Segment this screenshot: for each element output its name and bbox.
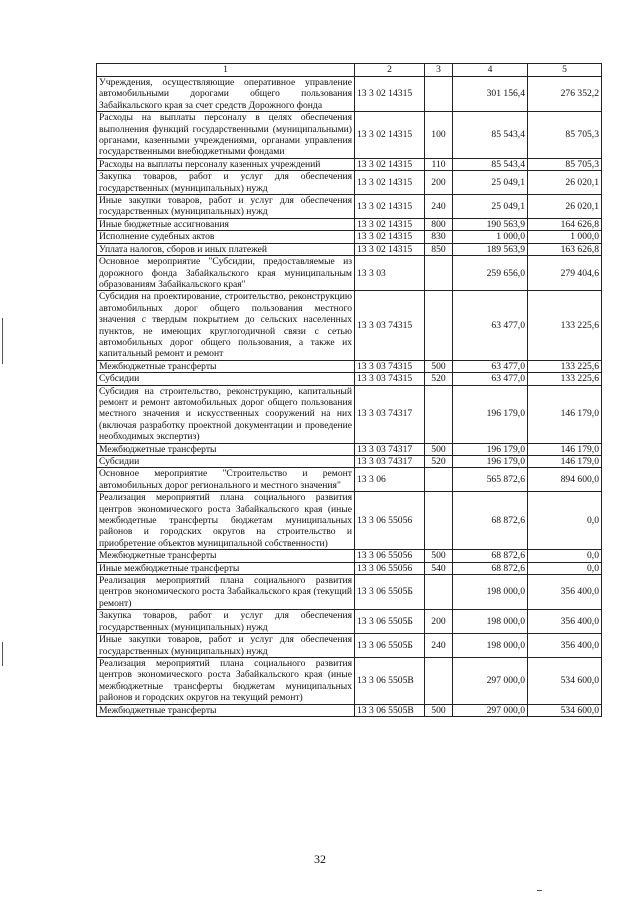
row-expense-type: 500 xyxy=(425,443,453,455)
row-name: Исполнение судебных актов xyxy=(97,231,355,243)
row-value-col4: 198 000,0 xyxy=(453,610,528,634)
row-code: 13 3 02 14315 xyxy=(355,158,425,170)
row-code: 13 3 06 5505Б xyxy=(355,610,425,634)
table-row xyxy=(97,231,602,243)
row-value-col4: 25 049,1 xyxy=(453,171,528,195)
row-value-col5: 894 600,0 xyxy=(528,468,602,492)
table-row xyxy=(97,562,602,574)
row-value-col5: 85 705,3 xyxy=(528,112,602,159)
row-value-col4: 63 477,0 xyxy=(453,291,528,360)
row-name: Субсидия на строительство, реконструкцию, капитальный ремонт и ремонт автомобильных дорог общего пользования местного значения и искусственных сооружений на них (включая разработку проектной документации и проведение необходимых экспертиз) xyxy=(97,385,355,443)
table-row xyxy=(97,112,602,159)
row-code: 13 3 02 14315 xyxy=(355,112,425,159)
row-expense-type: 500 xyxy=(425,550,453,562)
row-expense-type: 520 xyxy=(425,456,453,468)
row-value-col5: 133 225,6 xyxy=(528,373,602,385)
row-code: 13 3 06 5505Б xyxy=(355,575,425,610)
row-value-col5: 164 626,8 xyxy=(528,218,602,230)
row-expense-type xyxy=(425,492,453,550)
row-value-col4: 196 179,0 xyxy=(453,456,528,468)
row-value-col5: 133 225,6 xyxy=(528,360,602,372)
row-name: Реализация мероприятий плана социального развития центров экономического роста Забайкальского края (текущий ремонт) xyxy=(97,575,355,610)
row-expense-type xyxy=(425,77,453,112)
row-value-col5: 133 225,6 xyxy=(528,291,602,360)
row-expense-type xyxy=(425,385,453,443)
row-value-col4: 198 000,0 xyxy=(453,634,528,658)
row-name: Основное мероприятие "Субсидии, предоставляемые из дорожного фонда Забайкальского края муниципальным образованиям Забайкальского края" xyxy=(97,256,355,291)
row-value-col4: 25 049,1 xyxy=(453,195,528,219)
row-code: 13 3 06 5505Б xyxy=(355,634,425,658)
header-col-5: 5 xyxy=(528,64,602,77)
row-value-col4: 196 179,0 xyxy=(453,443,528,455)
row-expense-type: 500 xyxy=(425,704,453,716)
header-col-2: 2 xyxy=(355,64,425,77)
row-code: 13 3 06 5505В xyxy=(355,657,425,704)
header-col-4: 4 xyxy=(453,64,528,77)
row-value-col4: 189 563,9 xyxy=(453,243,528,255)
row-value-col4: 85 543,4 xyxy=(453,112,528,159)
row-name: Закупка товаров, работ и услуг для обеспечения государственных (муниципальных) нужд xyxy=(97,610,355,634)
table-row xyxy=(97,575,602,610)
row-code: 13 3 02 14315 xyxy=(355,77,425,112)
row-name: Реализация мероприятий плана социального развития центров экономического роста Забайкальского края (иные межбюдетные трансферты бюджетам муниципальных районов и городских округов на строительство и приобретение объектов муниципальной собственности) xyxy=(97,492,355,550)
row-expense-type: 200 xyxy=(425,171,453,195)
row-code: 13 3 02 14315 xyxy=(355,243,425,255)
row-value-col5: 534 600,0 xyxy=(528,704,602,716)
row-value-col4: 63 477,0 xyxy=(453,373,528,385)
row-value-col4: 196 179,0 xyxy=(453,385,528,443)
row-value-col5: 356 400,0 xyxy=(528,575,602,610)
row-code: 13 3 02 14315 xyxy=(355,195,425,219)
row-code: 13 3 06 55056 xyxy=(355,550,425,562)
row-value-col5: 146 179,0 xyxy=(528,385,602,443)
table-row xyxy=(97,256,602,291)
row-expense-type xyxy=(425,291,453,360)
row-value-col5: 356 400,0 xyxy=(528,610,602,634)
row-name: Межбюджетные трансферты xyxy=(97,550,355,562)
table-row xyxy=(97,443,602,455)
row-name: Субсидии xyxy=(97,373,355,385)
table-row xyxy=(97,634,602,658)
row-value-col5: 85 705,3 xyxy=(528,158,602,170)
table-row xyxy=(97,704,602,716)
row-code: 13 3 03 74317 xyxy=(355,456,425,468)
row-expense-type: 100 xyxy=(425,112,453,159)
row-expense-type: 200 xyxy=(425,610,453,634)
table-row xyxy=(97,468,602,492)
table-row xyxy=(97,385,602,443)
row-value-col5: 1 000,0 xyxy=(528,231,602,243)
table-row xyxy=(97,492,602,550)
row-value-col5: 26 020,1 xyxy=(528,171,602,195)
row-value-col4: 68 872,6 xyxy=(453,562,528,574)
row-value-col5: 279 404,6 xyxy=(528,256,602,291)
row-name: Иные бюджетные ассигнования xyxy=(97,218,355,230)
table-row xyxy=(97,360,602,372)
row-expense-type: 830 xyxy=(425,231,453,243)
row-value-col4: 297 000,0 xyxy=(453,704,528,716)
row-code: 13 3 06 55056 xyxy=(355,562,425,574)
row-name: Субсидия на проектирование, строительство, реконструкцию автомобильных дорог общего пользования местного значения с твердым покрытием до сельских населенных пунктов, не имеющих круглогодичной связи с сетью автомобильных дорог общего пользования, а также их капитальный ремонт и ремонт xyxy=(97,291,355,360)
table-row xyxy=(97,243,602,255)
table-body xyxy=(97,77,602,717)
row-code: 13 3 02 14315 xyxy=(355,171,425,195)
table-row xyxy=(97,171,602,195)
row-value-col4: 190 563,9 xyxy=(453,218,528,230)
row-expense-type: 540 xyxy=(425,562,453,574)
table-row xyxy=(97,657,602,704)
row-name: Реализация мероприятий плана социального развития центров экономического роста Забайкальского края (иные межбюджетные трансферты бюджетам муниципальных районов и городских округов на текущий ремонт) xyxy=(97,657,355,704)
row-expense-type xyxy=(425,256,453,291)
row-code: 13 3 03 74315 xyxy=(355,373,425,385)
row-expense-type xyxy=(425,468,453,492)
row-expense-type xyxy=(425,657,453,704)
row-value-col5: 0,0 xyxy=(528,550,602,562)
header-col-3: 3 xyxy=(425,64,453,77)
row-value-col5: 276 352,2 xyxy=(528,77,602,112)
row-expense-type: 240 xyxy=(425,634,453,658)
row-code: 13 3 06 xyxy=(355,468,425,492)
row-code: 13 3 03 74315 xyxy=(355,360,425,372)
row-value-col5: 356 400,0 xyxy=(528,634,602,658)
row-value-col5: 0,0 xyxy=(528,492,602,550)
row-name: Иные межбюджетные трансферты xyxy=(97,562,355,574)
header-col-1: 1 xyxy=(97,64,355,77)
scan-mark xyxy=(537,890,542,891)
row-name: Иные закупки товаров, работ и услуг для обеспечения государственных (муниципальных) нужд xyxy=(97,634,355,658)
row-name: Расходы на выплаты персоналу казенных учреждений xyxy=(97,158,355,170)
row-expense-type: 110 xyxy=(425,158,453,170)
row-value-col4: 301 156,4 xyxy=(453,77,528,112)
page-number: 32 xyxy=(314,852,326,866)
header-row xyxy=(97,64,602,77)
row-value-col4: 198 000,0 xyxy=(453,575,528,610)
table-row xyxy=(97,218,602,230)
row-name: Межбюджетные трансферты xyxy=(97,443,355,455)
row-value-col4: 297 000,0 xyxy=(453,657,528,704)
row-code: 13 3 02 14315 xyxy=(355,218,425,230)
row-name: Межбюджетные трансферты xyxy=(97,360,355,372)
row-expense-type xyxy=(425,575,453,610)
table-row xyxy=(97,456,602,468)
row-expense-type: 520 xyxy=(425,373,453,385)
row-value-col4: 565 872,6 xyxy=(453,468,528,492)
row-name: Расходы на выплаты персоналу в целях обеспечения выполнения функций государственными (муниципальными) органами, казенными учреждениями, органами управления государственными внебюджетными фондами xyxy=(97,112,355,159)
row-name: Учреждения, осуществляющие оперативное управление автомобильными дорогами общего пользования Забайкальского края за счет средств Дорожного фонда xyxy=(97,77,355,112)
table-row xyxy=(97,550,602,562)
row-name: Основное мероприятие "Строительство и ремонт автомобильных дорог регионального и местного значения" xyxy=(97,468,355,492)
row-value-col4: 85 543,4 xyxy=(453,158,528,170)
table-row xyxy=(97,373,602,385)
table-row xyxy=(97,158,602,170)
row-code: 13 3 03 74315 xyxy=(355,291,425,360)
table-row xyxy=(97,610,602,634)
budget-table xyxy=(96,63,602,717)
row-value-col4: 259 656,0 xyxy=(453,256,528,291)
row-value-col5: 146 179,0 xyxy=(528,443,602,455)
row-value-col5: 0,0 xyxy=(528,562,602,574)
row-expense-type: 800 xyxy=(425,218,453,230)
row-value-col5: 26 020,1 xyxy=(528,195,602,219)
row-value-col5: 534 600,0 xyxy=(528,657,602,704)
row-expense-type: 850 xyxy=(425,243,453,255)
scan-mark xyxy=(2,642,3,666)
row-name: Закупка товаров, работ и услуг для обеспечения государственных (муниципальных) нужд xyxy=(97,171,355,195)
table-row xyxy=(97,195,602,219)
row-code: 13 3 02 14315 xyxy=(355,231,425,243)
table-row xyxy=(97,77,602,112)
row-value-col4: 68 872,6 xyxy=(453,550,528,562)
scan-mark xyxy=(2,318,3,364)
row-value-col4: 63 477,0 xyxy=(453,360,528,372)
row-name: Уплата налогов, сборов и иных платежей xyxy=(97,243,355,255)
row-code: 13 3 06 55056 xyxy=(355,492,425,550)
table-header xyxy=(97,64,602,77)
table-row xyxy=(97,291,602,360)
row-value-col4: 1 000,0 xyxy=(453,231,528,243)
row-name: Субсидии xyxy=(97,456,355,468)
row-name: Иные закупки товаров, работ и услуг для обеспечения государственных (муниципальных) нужд xyxy=(97,195,355,219)
row-expense-type: 500 xyxy=(425,360,453,372)
row-code: 13 3 03 74317 xyxy=(355,385,425,443)
row-expense-type: 240 xyxy=(425,195,453,219)
row-name: Межбюджетные трансферты xyxy=(97,704,355,716)
row-code: 13 3 06 5505В xyxy=(355,704,425,716)
row-code: 13 3 03 74317 xyxy=(355,443,425,455)
row-value-col5: 163 626,8 xyxy=(528,243,602,255)
row-value-col5: 146 179,0 xyxy=(528,456,602,468)
row-value-col4: 68 872,6 xyxy=(453,492,528,550)
row-code: 13 3 03 xyxy=(355,256,425,291)
